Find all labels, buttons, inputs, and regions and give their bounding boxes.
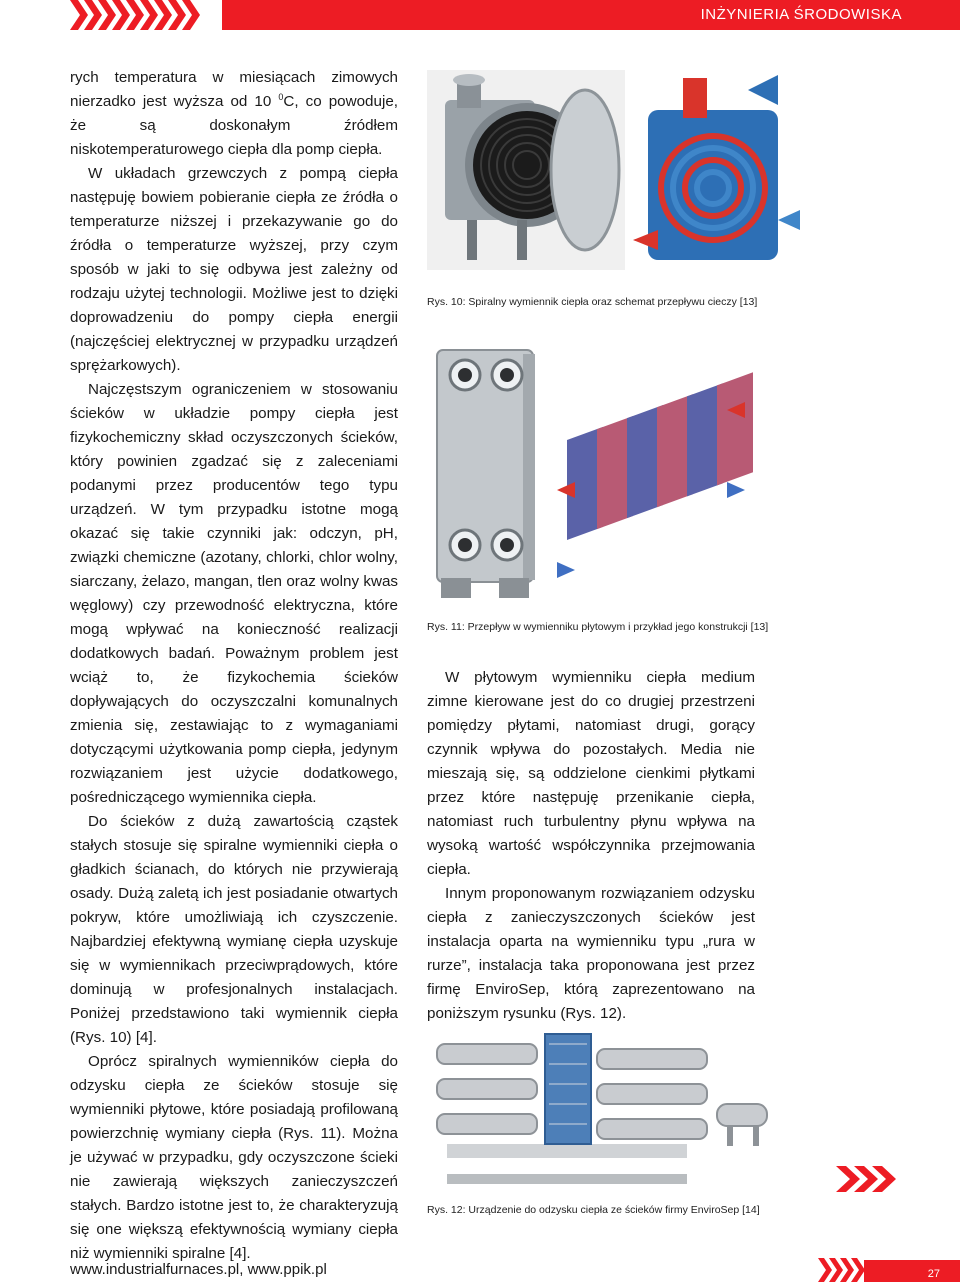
paragraph: W układach grzewczych z pompą ciepła następuję bowiem pobieranie ciepła ze źródła o temperaturze niższej i przekazywanie go do źródła o temperaturze wyższej, przy czym sposób w jaki to się odbywa jest zależny od rodzaju użytej technologii. Możliwe jest to dzięki doprowadzeniu do pompy ciepła energii (najczęściej elektrycznej w przypadku urządzeń sprężarkowych). <box>70 165 398 374</box>
paragraph: Innym proponowanym rozwiązaniem odzysku ciepła z zanieczyszczonych ścieków jest instalacja oparta na wymienniku typu „rura w rurze”, instalacja taka proponowana jest przez firmę EnviroSep, którą zaprezentowano na poniższym rysunku (Rys. 12). <box>427 885 755 1022</box>
section-label: INŻYNIERIA ŚRODOWISKA <box>700 6 902 23</box>
figure-envirosep-device <box>427 1024 772 1196</box>
figure-11-caption: Rys. 11: Przepływ w wymienniku płytowym i przykład jego konstrukcji [13] <box>427 621 769 633</box>
footer-stripes-decoration <box>818 1258 866 1282</box>
page-footer <box>0 1256 960 1282</box>
figure-spiral-flow-scheme <box>628 70 803 270</box>
paragraph: Do ścieków z dużą zawartością cząstek stałych stosuje się spiralne wymienniki ciepła o gładkich ścianach, do których nie przywierają osady. Dużą zaletą ich jest posiadanie otwartych pokryw, które umożliwiają ich czyszczenie. Najbardziej efektywną wymianę ciepła uzyskuje się w wymiennikach przeciwprądowych, które dominują w profesjonalnych instalacjach. Poniżej przedstawiono taki wymiennik ciepła (Rys. 10) [4]. <box>70 813 398 1046</box>
footer-bar <box>864 1260 960 1282</box>
figure-spiral-heat-exchanger <box>427 70 625 270</box>
chevron-decoration-icon <box>836 1166 900 1192</box>
paragraph: W płytowym wymienniku ciepła medium zimne kierowane jest do co drugiej przestrzeni pomiędzy płytami, natomiast drugi, gorący czynnik wpływa do pozostałych. Media nie mieszają się, są oddzielone cienkimi płytkami przez które następuję przenikanie ciepła, natomiast ruch turbulentny płynu wpływa na wysoką wartość współczynnika przejmowania ciepła. <box>427 669 755 878</box>
footer-urls: www.industrialfurnaces.pl, www.ppik.pl <box>70 1261 327 1278</box>
superscript: 0 <box>278 91 284 102</box>
envirosep-device-image <box>427 1024 772 1196</box>
figure-plate-heat-exchanger <box>427 340 763 606</box>
right-column <box>427 666 755 1026</box>
header-stripes-decoration <box>70 0 210 30</box>
page-number: 27 <box>927 1268 940 1280</box>
spiral-exchanger-image <box>427 70 625 270</box>
paragraph: Oprócz spiralnych wymienników ciepła do odzysku ciepła ze ścieków stosuje się wymienniki płytowe, które posiadają profilowaną powierzchnię wymiany ciepła (Rys. 11). Można je używać w przypadku, gdy oczyszczone ścieki nie zawierają większych zanieczyszczeń stałych. Bardzo istotne jest to, że charakteryzują się one większą efektywnością wymiany ciepła niż wymienniki spiralne [4]. <box>70 1053 398 1262</box>
paragraph: Najczęstszym ograniczeniem w stosowaniu ścieków w układzie pompy ciepła jest fizykochemiczny skład oczyszczonych ścieków, który powinien zgadzać się z zaleceniami podanymi przez producentów tego typu urządzeń. W tym przypadku istotne mogą okazać się takie czynniki jak: odczyn, pH, związki chemiczne (azotany, chlorki, chlor wolny, siarczany, żelazo, mangan, tlen oraz wolny kwas węglowy) czy przewodność elektryczna, które mogą wpływać na konieczność realizacji dodatkowych badań. Poważnym problem jest wciąż to, że fizykochemia ścieków dopływających do oczyszczalni komunalnych zmienia się, zestawiając to z wymaganiami dotyczącymi użytkowania pomp ciepła, jedynym rozwiązaniem jest użycie dodatkowego, pośredniczącego wymiennika ciepła. <box>70 381 398 806</box>
left-column <box>70 66 398 1266</box>
paragraph: rych temperatura w miesiącach zimowych nierzadko jest wyższa od 10 $^0$C, co powoduje, że są doskonałym źródłem niskotemperaturowego ciepła dla pomp ciepła. <box>70 69 398 158</box>
spiral-flow-scheme-image <box>628 70 803 270</box>
header-bar <box>222 0 960 30</box>
figure-10-caption: Rys. 10: Spiralny wymiennik ciepła oraz schemat przepływu cieczy [13] <box>427 296 758 308</box>
plate-exchanger-image <box>427 340 763 606</box>
figure-12-caption: Rys. 12: Urządzenie do odzysku ciepła ze ścieków firmy EnviroSep [14] <box>427 1204 760 1216</box>
